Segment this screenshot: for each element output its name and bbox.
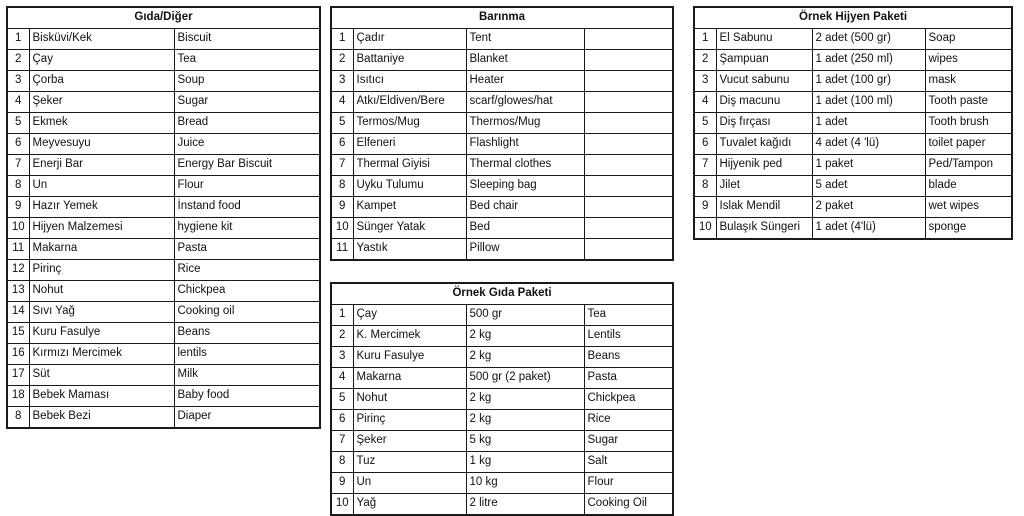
food-package-row: [331, 452, 673, 473]
row-number: 3: [694, 71, 716, 92]
item-name-tr: Bebek Bezi: [29, 407, 174, 429]
row-number: 5: [7, 113, 29, 134]
item-name-tr: Diş fırçası: [716, 113, 812, 134]
item-name-en: Soap: [925, 29, 1012, 50]
hygiene-package-row: [694, 155, 1012, 176]
row-number: 8: [7, 407, 29, 429]
item-name-tr: Ekmek: [29, 113, 174, 134]
shelter-row: [331, 155, 673, 176]
hygiene-package-row: [694, 29, 1012, 50]
item-detail: 4 adet (4 'lü): [812, 134, 925, 155]
item-name-en: [584, 239, 673, 261]
item-name-en: Cooking Oil: [584, 494, 673, 516]
item-name-tr: Yağ: [353, 494, 466, 516]
item-detail: Flashlight: [466, 134, 584, 155]
item-detail: 5 kg: [466, 431, 584, 452]
item-name-tr: Bisküvi/Kek: [29, 29, 174, 50]
shelter-row: [331, 239, 673, 261]
food-other-row: [7, 386, 320, 407]
row-number: 8: [331, 452, 353, 473]
item-name-en: Energy Bar Biscuit: [174, 155, 320, 176]
item-name-en: Tea: [584, 305, 673, 326]
shelter-row: [331, 134, 673, 155]
item-name-en: wipes: [925, 50, 1012, 71]
item-name-tr: Tuz: [353, 452, 466, 473]
item-name-en: Lentils: [584, 326, 673, 347]
food-package-row: [331, 431, 673, 452]
food-other-row: [7, 29, 320, 50]
item-detail: 1 adet (100 gr): [812, 71, 925, 92]
item-detail: 2 paket: [812, 197, 925, 218]
item-name-en: Diaper: [174, 407, 320, 429]
food-package-row: [331, 389, 673, 410]
item-name-tr: Elfeneri: [353, 134, 466, 155]
row-number: 8: [694, 176, 716, 197]
row-number: 2: [331, 50, 353, 71]
item-name-en: sponge: [925, 218, 1012, 240]
food-package-row: [331, 410, 673, 431]
item-detail: Thermos/Mug: [466, 113, 584, 134]
food-other-title: Gıda/Diğer: [7, 7, 320, 29]
food-package-row: [331, 473, 673, 494]
item-name-tr: Kuru Fasulye: [29, 323, 174, 344]
shelter-title: Barınma: [331, 7, 673, 29]
item-name-tr: Nohut: [353, 389, 466, 410]
row-number: 18: [7, 386, 29, 407]
item-detail: 2 kg: [466, 410, 584, 431]
shelter-row: [331, 29, 673, 50]
item-name-en: wet wipes: [925, 197, 1012, 218]
item-detail: Sleeping bag: [466, 176, 584, 197]
row-number: 6: [694, 134, 716, 155]
item-detail: 1 kg: [466, 452, 584, 473]
food-other-row: [7, 134, 320, 155]
row-number: 9: [331, 197, 353, 218]
item-name-tr: K. Mercimek: [353, 326, 466, 347]
item-name-tr: Meyvesuyu: [29, 134, 174, 155]
row-number: 13: [7, 281, 29, 302]
item-name-en: [584, 92, 673, 113]
hygiene-package-row: [694, 71, 1012, 92]
food-other-row: [7, 113, 320, 134]
row-number: 2: [331, 326, 353, 347]
item-name-en: Flour: [174, 176, 320, 197]
row-number: 6: [331, 134, 353, 155]
item-name-en: [584, 113, 673, 134]
food-package-row: [331, 305, 673, 326]
item-name-en: Flour: [584, 473, 673, 494]
item-name-tr: Yastık: [353, 239, 466, 261]
item-name-tr: Thermal Giyisi: [353, 155, 466, 176]
hygiene-package-title: Örnek Hijyen Paketi: [694, 7, 1012, 29]
item-name-tr: Enerji Bar: [29, 155, 174, 176]
item-name-en: Salt: [584, 452, 673, 473]
row-number: 2: [7, 50, 29, 71]
item-name-tr: El Sabunu: [716, 29, 812, 50]
item-name-en: Milk: [174, 365, 320, 386]
row-number: 10: [331, 494, 353, 516]
row-number: 9: [694, 197, 716, 218]
item-name-tr: Vucut sabunu: [716, 71, 812, 92]
item-detail: 1 adet: [812, 113, 925, 134]
row-number: 16: [7, 344, 29, 365]
shelter-row: [331, 113, 673, 134]
item-detail: 500 gr (2 paket): [466, 368, 584, 389]
hygiene-package-row: [694, 197, 1012, 218]
food-other-row: [7, 302, 320, 323]
item-detail: 2 kg: [466, 326, 584, 347]
food-other-row: [7, 176, 320, 197]
item-detail: Heater: [466, 71, 584, 92]
row-number: 3: [7, 71, 29, 92]
row-number: 17: [7, 365, 29, 386]
item-detail: 1 adet (250 ml): [812, 50, 925, 71]
row-number: 4: [7, 92, 29, 113]
item-name-tr: Sıvı Yağ: [29, 302, 174, 323]
item-detail: 1 adet (100 ml): [812, 92, 925, 113]
item-detail: 2 adet (500 gr): [812, 29, 925, 50]
item-name-tr: Nohut: [29, 281, 174, 302]
hygiene-package-table: [693, 6, 1013, 240]
item-name-tr: Hijyenik ped: [716, 155, 812, 176]
item-name-tr: Un: [29, 176, 174, 197]
row-number: 4: [331, 368, 353, 389]
item-name-tr: Şeker: [29, 92, 174, 113]
food-package-row: [331, 347, 673, 368]
item-name-en: [584, 218, 673, 239]
row-number: 2: [694, 50, 716, 71]
item-name-tr: Un: [353, 473, 466, 494]
food-other-row: [7, 323, 320, 344]
item-name-en: Baby food: [174, 386, 320, 407]
shelter-row: [331, 218, 673, 239]
row-number: 5: [331, 389, 353, 410]
item-name-en: [584, 155, 673, 176]
item-name-tr: Uyku Tulumu: [353, 176, 466, 197]
item-name-tr: Çadır: [353, 29, 466, 50]
row-number: 9: [331, 473, 353, 494]
row-number: 1: [331, 29, 353, 50]
item-name-tr: Kampet: [353, 197, 466, 218]
item-name-en: [584, 197, 673, 218]
food-package-table: [330, 282, 674, 516]
item-detail: Bed chair: [466, 197, 584, 218]
item-name-tr: Çorba: [29, 71, 174, 92]
food-other-row: [7, 50, 320, 71]
item-name-en: Pasta: [584, 368, 673, 389]
row-number: 14: [7, 302, 29, 323]
row-number: 5: [331, 113, 353, 134]
item-name-tr: Termos/Mug: [353, 113, 466, 134]
row-number: 1: [694, 29, 716, 50]
item-name-en: hygiene kit: [174, 218, 320, 239]
row-number: 3: [331, 347, 353, 368]
item-name-en: mask: [925, 71, 1012, 92]
row-number: 7: [694, 155, 716, 176]
food-package-title: Örnek Gıda Paketi: [331, 283, 673, 305]
food-other-row: [7, 407, 320, 429]
item-name-tr: Sünger Yatak: [353, 218, 466, 239]
row-number: 6: [7, 134, 29, 155]
item-name-en: Rice: [584, 410, 673, 431]
row-number: 12: [7, 260, 29, 281]
item-name-en: [584, 176, 673, 197]
item-detail: 10 kg: [466, 473, 584, 494]
item-name-en: Soup: [174, 71, 320, 92]
item-name-en: [584, 134, 673, 155]
food-other-row: [7, 344, 320, 365]
item-name-tr: Süt: [29, 365, 174, 386]
row-number: 8: [7, 176, 29, 197]
item-name-tr: Pirinç: [353, 410, 466, 431]
hygiene-package-row: [694, 134, 1012, 155]
item-name-en: Rice: [174, 260, 320, 281]
item-name-tr: Battaniye: [353, 50, 466, 71]
item-name-en: Chickpea: [584, 389, 673, 410]
item-detail: 2 kg: [466, 347, 584, 368]
item-name-en: İnstand food: [174, 197, 320, 218]
row-number: 1: [331, 305, 353, 326]
item-name-en: Sugar: [174, 92, 320, 113]
food-other-row: [7, 281, 320, 302]
item-name-tr: Diş macunu: [716, 92, 812, 113]
item-name-en: Tooth paste: [925, 92, 1012, 113]
item-name-en: toilet paper: [925, 134, 1012, 155]
shelter-row: [331, 50, 673, 71]
food-other-row: [7, 71, 320, 92]
food-package-row: [331, 494, 673, 516]
shelter-row: [331, 197, 673, 218]
item-name-en: Tea: [174, 50, 320, 71]
item-name-en: [584, 29, 673, 50]
item-name-en: Chickpea: [174, 281, 320, 302]
row-number: 7: [331, 431, 353, 452]
row-number: 8: [331, 176, 353, 197]
item-name-tr: Atkı/Eldiven/Bere: [353, 92, 466, 113]
row-number: 7: [331, 155, 353, 176]
row-number: 4: [331, 92, 353, 113]
item-detail: 5 adet: [812, 176, 925, 197]
food-package-row: [331, 368, 673, 389]
item-name-en: Ped/Tampon: [925, 155, 1012, 176]
item-detail: 500 gr: [466, 305, 584, 326]
item-name-tr: Hijyen Malzemesi: [29, 218, 174, 239]
hygiene-package-row: [694, 176, 1012, 197]
hygiene-package-row: [694, 92, 1012, 113]
food-other-row: [7, 239, 320, 260]
item-detail: Bed: [466, 218, 584, 239]
food-other-row: [7, 155, 320, 176]
row-number: 10: [331, 218, 353, 239]
item-detail: Tent: [466, 29, 584, 50]
item-name-tr: Kırmızı Mercimek: [29, 344, 174, 365]
item-name-en: Biscuit: [174, 29, 320, 50]
item-detail: 1 adet (4'lü): [812, 218, 925, 240]
row-number: 7: [7, 155, 29, 176]
item-name-tr: Pirinç: [29, 260, 174, 281]
item-detail: 2 litre: [466, 494, 584, 516]
item-detail: Blanket: [466, 50, 584, 71]
food-other-row: [7, 197, 320, 218]
shelter-row: [331, 92, 673, 113]
item-name-tr: Çay: [29, 50, 174, 71]
row-number: 9: [7, 197, 29, 218]
item-name-tr: Hazır Yemek: [29, 197, 174, 218]
food-other-row: [7, 218, 320, 239]
row-number: 3: [331, 71, 353, 92]
row-number: 5: [694, 113, 716, 134]
item-name-en: lentils: [174, 344, 320, 365]
item-detail: Pillow: [466, 239, 584, 261]
item-name-tr: Bulaşık Süngeri: [716, 218, 812, 240]
item-name-tr: Jilet: [716, 176, 812, 197]
row-number: 4: [694, 92, 716, 113]
food-other-row: [7, 365, 320, 386]
food-package-row: [331, 326, 673, 347]
shelter-row: [331, 176, 673, 197]
row-number: 11: [331, 239, 353, 261]
item-name-tr: Çay: [353, 305, 466, 326]
row-number: 1: [7, 29, 29, 50]
item-name-tr: Makarna: [353, 368, 466, 389]
item-name-tr: Isıtıcı: [353, 71, 466, 92]
row-number: 10: [7, 218, 29, 239]
item-name-en: Beans: [174, 323, 320, 344]
item-name-en: Bread: [174, 113, 320, 134]
item-name-en: [584, 71, 673, 92]
row-number: 6: [331, 410, 353, 431]
item-detail: 2 kg: [466, 389, 584, 410]
item-name-tr: Şeker: [353, 431, 466, 452]
item-name-en: Beans: [584, 347, 673, 368]
item-name-en: Juice: [174, 134, 320, 155]
row-number: 11: [7, 239, 29, 260]
item-name-en: [584, 50, 673, 71]
food-other-row: [7, 92, 320, 113]
item-name-tr: Tuvalet kağıdı: [716, 134, 812, 155]
item-name-tr: Makarna: [29, 239, 174, 260]
item-detail: 1 paket: [812, 155, 925, 176]
item-name-en: Sugar: [584, 431, 673, 452]
item-name-tr: Şampuan: [716, 50, 812, 71]
item-name-en: Tooth brush: [925, 113, 1012, 134]
item-detail: Thermal clothes: [466, 155, 584, 176]
row-number: 10: [694, 218, 716, 240]
item-name-tr: Islak Mendil: [716, 197, 812, 218]
item-name-en: blade: [925, 176, 1012, 197]
shelter-table: [330, 6, 674, 261]
hygiene-package-row: [694, 218, 1012, 240]
item-name-en: Cooking oil: [174, 302, 320, 323]
hygiene-package-row: [694, 50, 1012, 71]
item-name-tr: Kuru Fasulye: [353, 347, 466, 368]
item-detail: scarf/glowes/hat: [466, 92, 584, 113]
item-name-en: Pasta: [174, 239, 320, 260]
row-number: 15: [7, 323, 29, 344]
hygiene-package-row: [694, 113, 1012, 134]
food-other-table: [6, 6, 321, 429]
shelter-row: [331, 71, 673, 92]
item-name-tr: Bebek Maması: [29, 386, 174, 407]
food-other-row: [7, 260, 320, 281]
